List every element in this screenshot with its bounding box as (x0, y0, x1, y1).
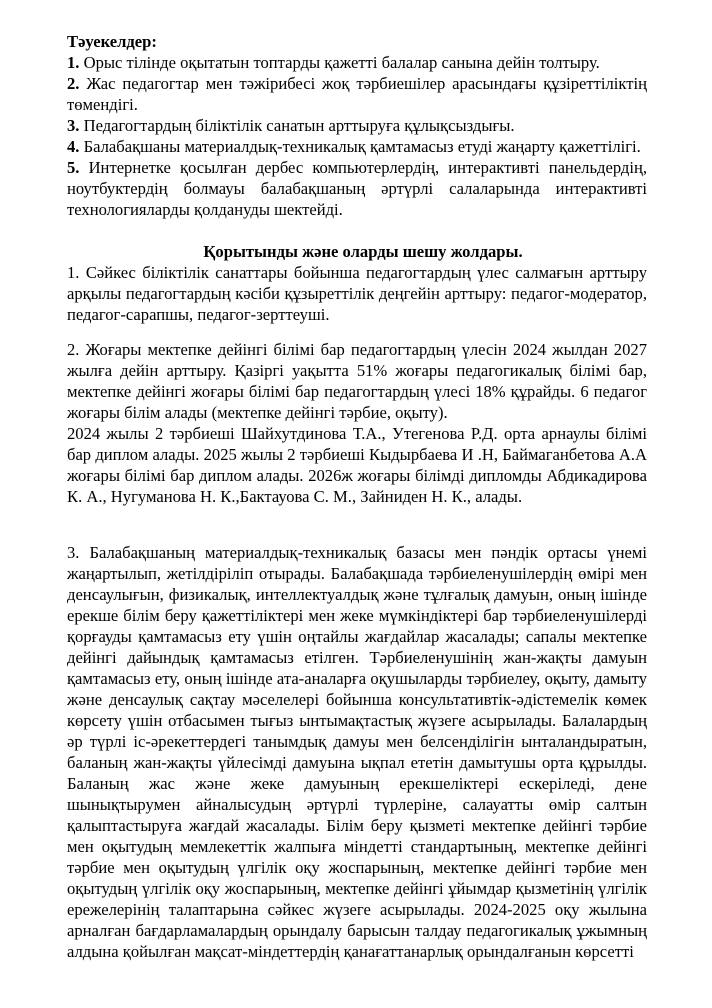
risk-item-text: Балабақшаны материалдық-техникалық қамтамасыз етуді жаңарту қажеттілігі. (79, 137, 641, 156)
risk-item-number: 1. (67, 53, 80, 72)
risk-item-5 (67, 157, 647, 220)
risks-heading: Тәуекелдер: (67, 32, 157, 51)
conclusions-heading: Қорытынды және оларды шешу жолдары. (203, 242, 523, 261)
conclusion-paragraph-2a: 2. Жоғары мектепке дейінгі білімі бар педагогтардың үлесін 2024 жылдан 2027 жылға дейін арттыру. Қазіргі уақытта 51% жоғары педагогикалық білімі бар, мектепке дейінгі жоғары білімі бар педагогтардың үлесі 18% құрайды. 6 педагог жоғары білім алады (мектепке дейінгі тәрбие, оқыту). (67, 340, 647, 422)
risk-item-number: 5. (67, 158, 80, 177)
conclusion-paragraph-2b: 2024 жылы 2 тәрбиеші Шайхутдинова Т.А., Утегенова Р.Д. орта арнаулы білімі бар диплом алады. 2025 жылы 2 тәрбиеші Кыдырбаева И .Н, Баймаганбетова А.А жоғары білімі бар диплом алады. 2026ж жоғары білімді дипломды Абдикадирова К. А., Нугуманова Н. К.,Бактауова С. М., Зайниден Н. К., алады. (67, 424, 647, 506)
risk-item-text: Педагогтардың біліктілік санатын арттыруға құлықсыздығы. (79, 116, 515, 135)
conclusion-paragraph-1: 1. Сәйкес біліктілік санаттары бойынша педагогтардың үлес салмағын арттыру арқылы педагогтардың кәсіби құзыреттілік деңгейін арттыру: педагог-модератор, педагог-сарапшы, педагог-зерттеуші. (67, 263, 647, 324)
risk-item-text: Интернетке қосылған дербес компьютерлердің, интерактивті панельдердің, ноутбуктердің болмауы балабақшаның әртүрлі салаларында интерактивті технологияларды қолдануды шектейді. (67, 158, 647, 219)
risk-item-number: 4. (67, 137, 80, 156)
conclusion-paragraph-3: 3. Балабақшаның материалдық-техникалық базасы мен пәндік ортасы үнемі жаңартылып, жетілдіріліп отырады. Балабақшада тәрбиеленушілердің өмірі мен денсаулығын, физикалық, интеллектуалдық және тұлғалық дамуын, оның ішінде ерекше білім беру қажеттіліктері мен жеке мүмкіндіктері бар тәрбиеленушілерді қорғауды қамтамасыз ету үшін оңтайлы жағдайлар жасалады; сапалы мектепке дейінгі дайындық қамтамасыз етілген. Тәрбиеленушінің жан-жақты дамуын қамтамасыз ету, оның ішінде ата-аналарға оқушыларды тәрбиелеу, оқыту, дамыту және денсаулық сақтау мәселелері бойынша консультативтік-әдістемелік көмек көрсету үшін отбасымен тығыз ынтымақтастық жүзеге асырылады. Балалардың әр түрлі іс-әрекеттердегі танымдық дамуы мен белсенділігін ынталандыратын, баланың жан-жақты үйлесімді дамуына ықпал ететін дамытушы орта құрылды. Баланың жас және жеке дамуының ерекшеліктері ескеріледі, дене шынықтырумен айналысудың әртүрлі түрлеріне, салауатты өмір салтын қалыптастыруға жағдай жасалады. Білім беру қызметі мектепке дейінгі тәрбие мен оқытудың мемлекеттік жалпыға міндетті стандартының, мектепке дейінгі тәрбие мен оқытудың үлгілік оқу жоспарының, мектепке дейінгі тәрбие мен оқытудың үлгілік оқу жоспарының, мектепке дейінгі ұйымдар қызметінің үлгілік ережелерінің талаптарына сәйкес жүзеге асырылады. 2024-2025 оқу жылына арналған бағдарламалардың орындалу барысын талдау педагогикалық ұжымның алдына қойылған мақсат-міндеттердің қанағаттанарлық орындалғанын көрсетті (67, 543, 647, 961)
risk-item-2 (67, 73, 647, 115)
risk-item-3 (67, 115, 647, 136)
risk-item-text: Жас педагогтар мен тәжірибесі жоқ тәрбиешілер арасындағы құзіреттіліктің төмендігі. (67, 74, 647, 114)
risk-item-number: 2. (67, 74, 80, 93)
risk-item-1 (67, 52, 647, 73)
risk-item-text: Орыс тілінде оқытатын топтарды қажетті балалар санына дейін толтыру. (79, 53, 600, 72)
risk-item-number: 3. (67, 116, 80, 135)
document-page (67, 31, 647, 962)
risk-item-4 (67, 136, 647, 157)
